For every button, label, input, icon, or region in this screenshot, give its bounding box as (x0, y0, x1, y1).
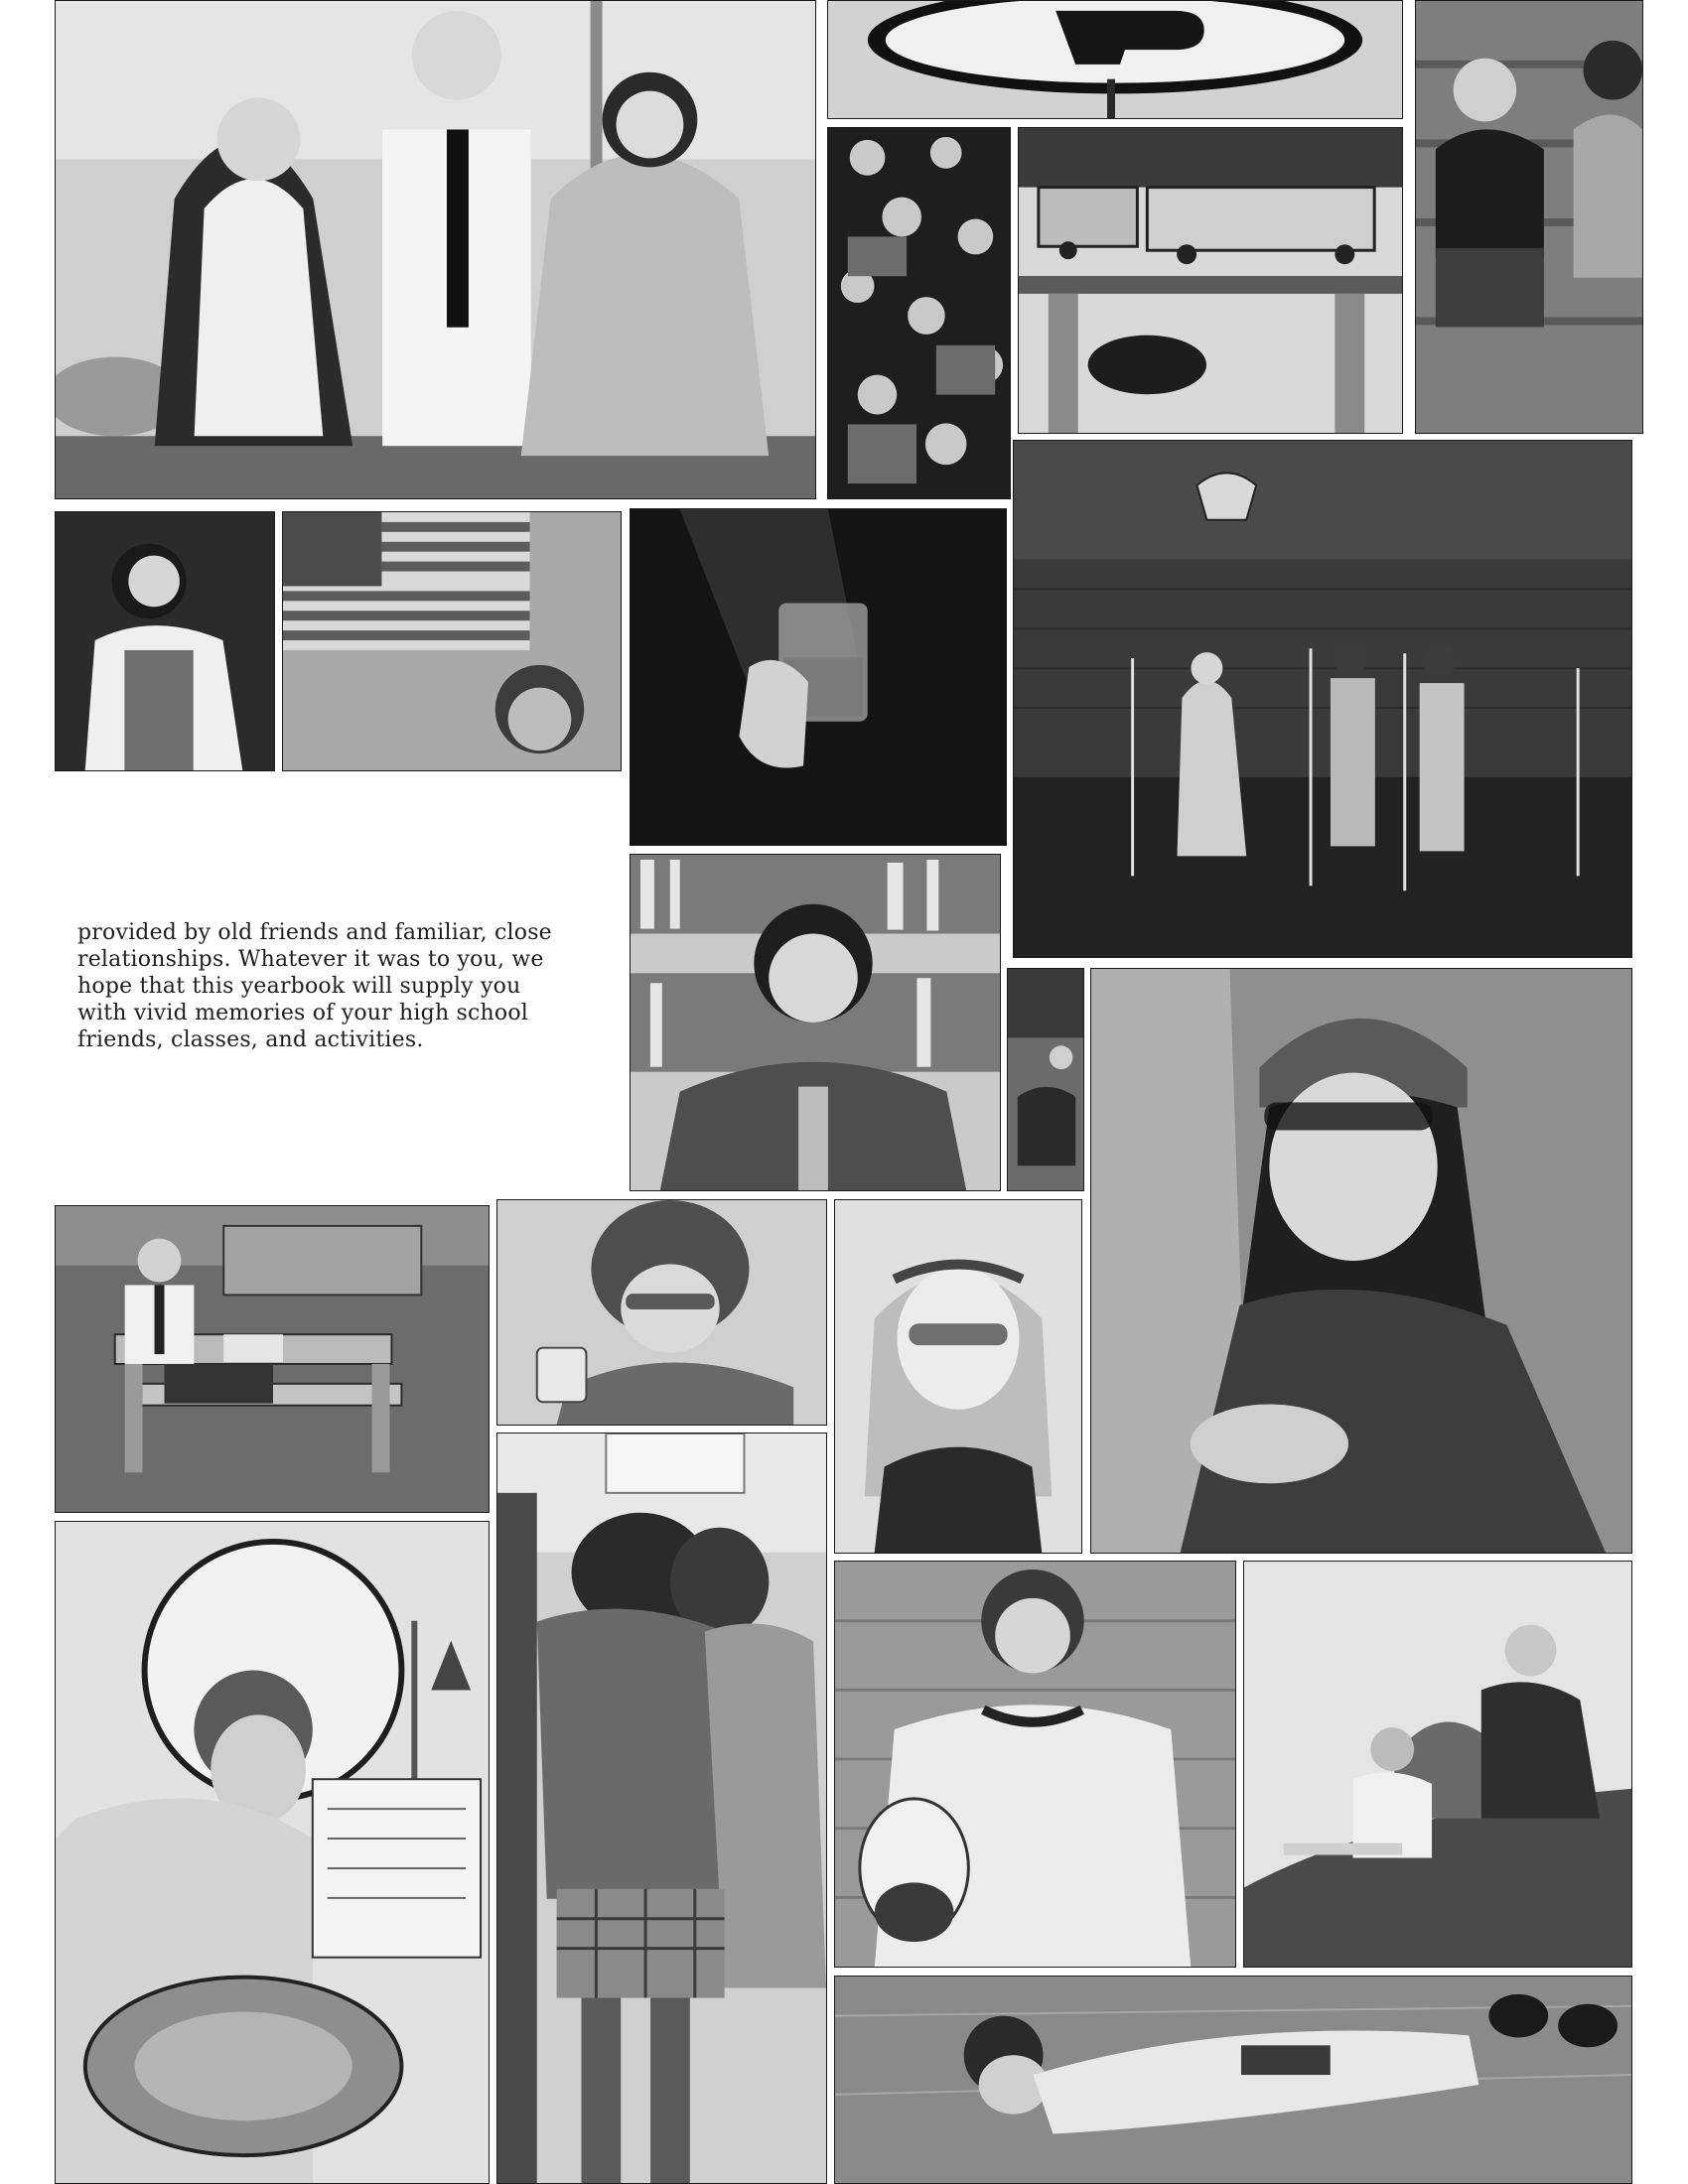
photo-hand-holding-beaker-art (631, 509, 1006, 845)
photo-boy-sliding-on-gym-floor-art (835, 1977, 1631, 2183)
photo-crowd-sitting-art (828, 128, 1010, 498)
photo-smiling-girl-art (56, 512, 274, 770)
photo-student-in-library-art (631, 855, 1000, 1190)
photo-teacher-drinking-coffee (496, 1199, 827, 1426)
photo-girls-in-hallway-art (497, 1433, 826, 2183)
intro-text-line-4: with vivid memories of your high school (77, 1001, 529, 1025)
photo-tuba-player-art (56, 1522, 489, 2183)
photo-school-buses (1018, 127, 1403, 434)
photo-girl-in-helmet (1090, 968, 1632, 1554)
photo-teacher-on-bench (55, 1205, 490, 1513)
intro-text-line-5: friends, classes, and activities. (77, 1027, 424, 1052)
intro-text-line-1: provided by old friends and familiar, close (77, 920, 552, 945)
photo-trumpet-player-art (1008, 969, 1083, 1190)
photo-boy-sliding-on-gym-floor (834, 1976, 1632, 2184)
photo-teacher-on-bench-art (56, 1206, 489, 1512)
photo-students-on-bleachers (1415, 0, 1643, 434)
photo-smiling-girl (55, 511, 275, 771)
photo-students-at-punch-table-art (56, 1, 815, 498)
intro-text-block (77, 919, 614, 1053)
photo-boy-in-front-of-flag (282, 511, 622, 771)
photo-band-performing-in-gym (1013, 440, 1632, 958)
photo-school-buses-art (1019, 128, 1402, 433)
photo-coach-with-mask (834, 1561, 1236, 1968)
photo-girls-in-hallway (496, 1433, 827, 2184)
photo-coach-with-mask-art (835, 1562, 1235, 1967)
photo-boys-on-hillside (1243, 1561, 1632, 1968)
photo-gym-floor-logo (827, 0, 1403, 119)
photo-tuba-player (55, 1521, 490, 2184)
photo-girl-in-helmet-art (1091, 969, 1631, 1553)
photo-girl-with-headband-art (835, 1200, 1081, 1553)
photo-teacher-drinking-coffee-art (497, 1200, 826, 1425)
photo-crowd-sitting (827, 127, 1011, 499)
intro-text-line-2: relationships. Whatever it was to you, we (77, 947, 544, 972)
photo-boy-in-front-of-flag-art (283, 512, 621, 770)
photo-students-on-bleachers-art (1416, 1, 1642, 433)
photo-gym-floor-logo-art (828, 1, 1402, 118)
photo-students-at-punch-table (55, 0, 816, 499)
photo-band-performing-in-gym-art (1014, 441, 1631, 957)
photo-girl-with-headband (834, 1199, 1082, 1554)
photo-student-in-library (630, 854, 1001, 1191)
photo-trumpet-player (1007, 968, 1084, 1191)
photo-hand-holding-beaker (630, 508, 1007, 846)
intro-text-line-3: hope that this yearbook will supply you (77, 974, 521, 999)
photo-boys-on-hillside-art (1244, 1562, 1631, 1967)
